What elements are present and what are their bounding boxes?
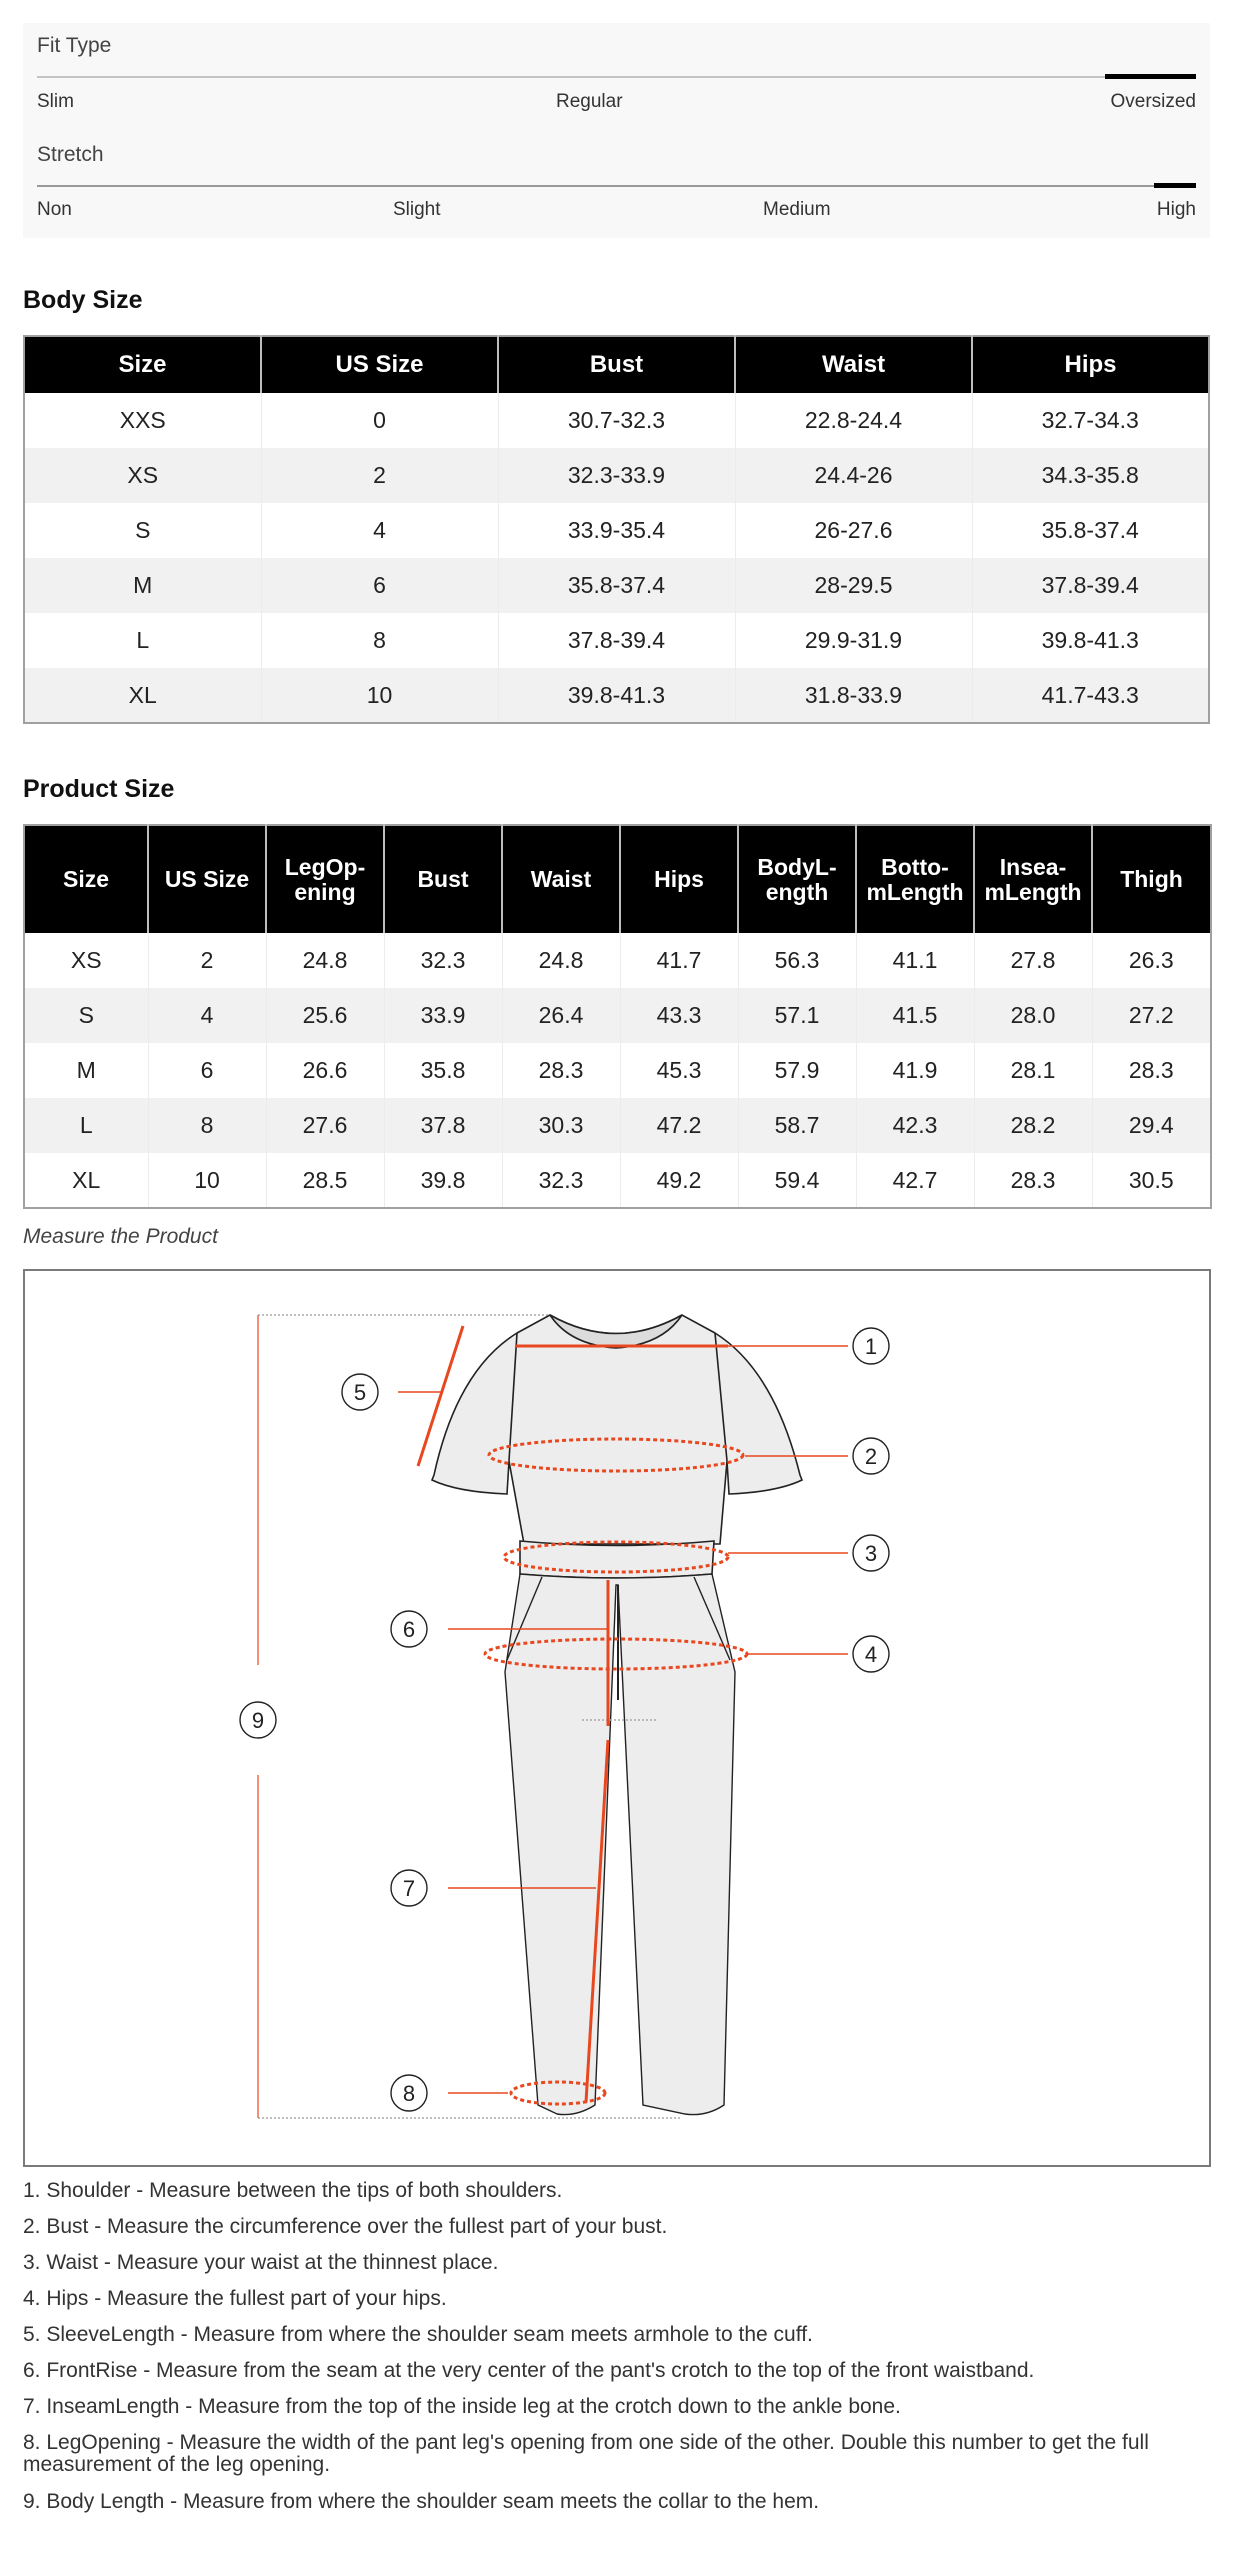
svg-text:2: 2 [864, 1444, 878, 1469]
table-cell: 28.5 [266, 1153, 384, 1208]
fit-type-label-oversized: Oversized [1110, 91, 1196, 112]
column-header: LegOpening [266, 825, 384, 933]
table-cell: 25.6 [266, 988, 384, 1043]
table-cell: XS [24, 933, 148, 988]
table-header-row [24, 825, 1211, 933]
table-cell: 37.8-39.4 [972, 558, 1209, 613]
table-cell: 26.3 [1128, 947, 1174, 973]
column-header: BodyLength [738, 825, 856, 933]
column-header: Size [24, 336, 261, 393]
svg-text:3: 3 [864, 1541, 878, 1566]
column-header: Thigh [1092, 825, 1211, 933]
table-cell: 34.3-35.8 [972, 448, 1209, 503]
table-cell: 28-29.5 [735, 558, 972, 613]
fit-panel [23, 23, 1210, 238]
table-cell: 57.9 [738, 1043, 856, 1098]
marker-7-icon [391, 1870, 427, 1906]
table-cell: 39.8-41.3 [1041, 627, 1139, 653]
svg-text:1: 1 [864, 1334, 878, 1359]
instruction-hips: 4. Hips - Measure the fullest part of your hips. [23, 2287, 447, 2310]
table-cell: M [24, 558, 261, 613]
marker-9-icon [240, 1702, 276, 1738]
table-cell: 41.7-43.3 [972, 668, 1209, 723]
table-cell: 28.3 [502, 1043, 620, 1098]
table-cell: 43.3 [620, 988, 738, 1043]
instruction-sleeve-length: 5. SleeveLength - Measure from where the shoulder seam meets armhole to the cuff. [23, 2323, 813, 2346]
marker-4-icon [853, 1636, 889, 1672]
stretch-label-slight: Slight [393, 199, 441, 220]
marker-2-icon [853, 1438, 889, 1474]
fit-type-track [37, 76, 1196, 78]
table-cell: 4 [148, 988, 266, 1043]
column-header: US Size [148, 825, 266, 933]
table-cell: 27.2 [1092, 988, 1211, 1043]
fit-type-label-regular: Regular [556, 91, 623, 112]
column-header: Bust [498, 336, 735, 393]
table-row [24, 1043, 1211, 1098]
table-cell: L [24, 1098, 148, 1153]
table-cell: 24.8 [502, 933, 620, 988]
table-cell: 42.7 [856, 1153, 974, 1208]
table-cell: 41.1 [856, 933, 974, 988]
table-cell: 32.3-33.9 [498, 448, 735, 503]
table-row [24, 933, 1211, 988]
instruction-waist: 3. Waist - Measure your waist at the thinnest place. [23, 2251, 499, 2274]
table-cell: 37.8 [384, 1098, 502, 1153]
instruction-leg-opening: 8. LegOpening - Measure the width of the pant leg's opening from one side of the other. Double this number to get the full measurement of the leg opening. [23, 2431, 1149, 2476]
marker-6-icon [391, 1611, 427, 1647]
table-cell: XXS [24, 393, 261, 448]
marker-3-icon [853, 1535, 889, 1571]
table-cell: 26.4 [502, 988, 620, 1043]
table-cell: 4 [261, 503, 498, 558]
table-cell: XL [24, 668, 261, 723]
marker-5-icon [342, 1374, 378, 1410]
table-row [24, 613, 1209, 668]
table-cell: 49.2 [620, 1153, 738, 1208]
instruction-front-rise: 6. FrontRise - Measure from the seam at the very center of the pant's crotch to the top of the front waistband. [23, 2359, 1035, 2382]
table-row [24, 1153, 1211, 1208]
table-row [24, 558, 1209, 613]
column-header: Hips [620, 825, 738, 933]
table-cell: 30.5 [1128, 1166, 1174, 1193]
table-cell: 29.9-31.9 [735, 613, 972, 668]
table-cell: 30.3 [502, 1098, 620, 1153]
table-cell: 28.2 [974, 1098, 1092, 1153]
body-size-table [23, 335, 1210, 724]
table-cell: XS [24, 448, 261, 503]
column-header: Waist [502, 825, 620, 933]
table-cell: 29.4 [1092, 1098, 1211, 1153]
table-cell: 41.7 [620, 933, 738, 988]
table-cell: 35.8-37.4 [498, 558, 735, 613]
table-cell: 2 [261, 448, 498, 503]
table-cell: 56.3 [738, 933, 856, 988]
measurement-instructions [23, 2180, 1193, 2527]
table-header-row [24, 336, 1209, 393]
stretch-title: Stretch [37, 143, 104, 166]
table-cell: 10 [261, 668, 498, 723]
measure-caption: Measure the Product [23, 1225, 218, 1248]
stretch-label-high: High [1156, 199, 1196, 220]
instruction-bust: 2. Bust - Measure the circumference over the fullest part of your bust. [23, 2215, 668, 2238]
table-row [24, 668, 1209, 723]
table-cell: 28.3 [974, 1153, 1092, 1208]
table-row [24, 503, 1209, 558]
table-cell: 33.9 [384, 988, 502, 1043]
table-cell: 58.7 [738, 1098, 856, 1153]
table-cell: 33.9-35.4 [498, 503, 735, 558]
stretch-label-medium: Medium [763, 199, 831, 220]
table-cell: 59.4 [738, 1153, 856, 1208]
table-cell: 30.7-32.3 [498, 393, 735, 448]
fit-type-label-slim: Slim [37, 91, 74, 112]
table-cell: S [24, 988, 148, 1043]
marker-8-icon [391, 2075, 427, 2111]
table-cell: 27.8 [974, 933, 1092, 988]
svg-text:6: 6 [402, 1617, 416, 1642]
table-cell: S [24, 503, 261, 558]
table-cell: 10 [148, 1153, 266, 1208]
column-header: BottomLength [856, 825, 974, 933]
stretch-label-non: Non [37, 199, 72, 220]
table-cell: 22.8-24.4 [735, 393, 972, 448]
table-cell: 8 [148, 1098, 266, 1153]
column-header: InseamLength [974, 825, 1092, 933]
pants-icon [505, 1574, 735, 2115]
table-cell: 6 [261, 558, 498, 613]
table-cell: 37.8-39.4 [498, 613, 735, 668]
table-row [24, 448, 1209, 503]
table-cell: 32.3 [502, 1153, 620, 1208]
jumpsuit-illustration [25, 1271, 1209, 2165]
table-cell: 35.8 [384, 1043, 502, 1098]
fit-type-marker [1105, 74, 1196, 79]
table-cell: 31.8-33.9 [735, 668, 972, 723]
table-cell: 26-27.6 [735, 503, 972, 558]
table-cell: 41.9 [856, 1043, 974, 1098]
table-cell: 32.7-34.3 [1041, 407, 1139, 433]
stretch-track [37, 185, 1196, 187]
svg-text:5: 5 [353, 1380, 367, 1405]
table-cell: 41.5 [856, 988, 974, 1043]
instruction-inseam-length: 7. InseamLength - Measure from the top of the inside leg at the crotch down to the ankle bone. [23, 2395, 901, 2418]
column-header: US Size [261, 336, 498, 393]
fit-type-title: Fit Type [37, 34, 112, 57]
table-cell: 47.2 [620, 1098, 738, 1153]
column-header: Size [24, 825, 148, 933]
table-cell: 8 [261, 613, 498, 668]
table-cell: 28.3 [1128, 1057, 1174, 1083]
svg-text:7: 7 [402, 1876, 416, 1901]
table-cell: 24.8 [266, 933, 384, 988]
table-cell: 28.0 [974, 988, 1092, 1043]
table-row [24, 988, 1211, 1043]
stretch-marker [1154, 183, 1196, 188]
product-size-title: Product Size [23, 775, 175, 803]
table-cell: 39.8-41.3 [498, 668, 735, 723]
table-cell: 0 [261, 393, 498, 448]
product-size-table [23, 824, 1212, 1209]
table-cell: 27.6 [266, 1098, 384, 1153]
instruction-body-length: 9. Body Length - Measure from where the shoulder seam meets the collar to the hem. [23, 2490, 820, 2513]
table-cell: 42.3 [856, 1098, 974, 1153]
table-cell: 32.3 [384, 933, 502, 988]
svg-text:9: 9 [251, 1708, 265, 1733]
measurement-diagram [23, 1269, 1211, 2167]
table-cell: 35.8-37.4 [1041, 517, 1139, 543]
instruction-shoulder: 1. Shoulder - Measure between the tips of both shoulders. [23, 2179, 563, 2202]
body-size-title: Body Size [23, 286, 143, 314]
table-cell: 28.1 [974, 1043, 1092, 1098]
table-cell: 39.8 [384, 1153, 502, 1208]
table-cell: 2 [148, 933, 266, 988]
table-cell: 57.1 [738, 988, 856, 1043]
table-row [24, 1098, 1211, 1153]
top-garment-icon [432, 1315, 802, 1544]
table-cell: 45.3 [620, 1043, 738, 1098]
column-header: Waist [735, 336, 972, 393]
table-cell: L [24, 613, 261, 668]
marker-1-icon [853, 1328, 889, 1364]
column-header: Bust [384, 825, 502, 933]
svg-text:8: 8 [402, 2081, 416, 2106]
column-header: Hips [972, 336, 1209, 393]
table-row [24, 393, 1209, 448]
svg-text:4: 4 [864, 1642, 878, 1667]
table-cell: 24.4-26 [735, 448, 972, 503]
table-cell: M [24, 1043, 148, 1098]
table-cell: 6 [148, 1043, 266, 1098]
table-cell: XL [24, 1153, 148, 1208]
table-cell: 26.6 [266, 1043, 384, 1098]
